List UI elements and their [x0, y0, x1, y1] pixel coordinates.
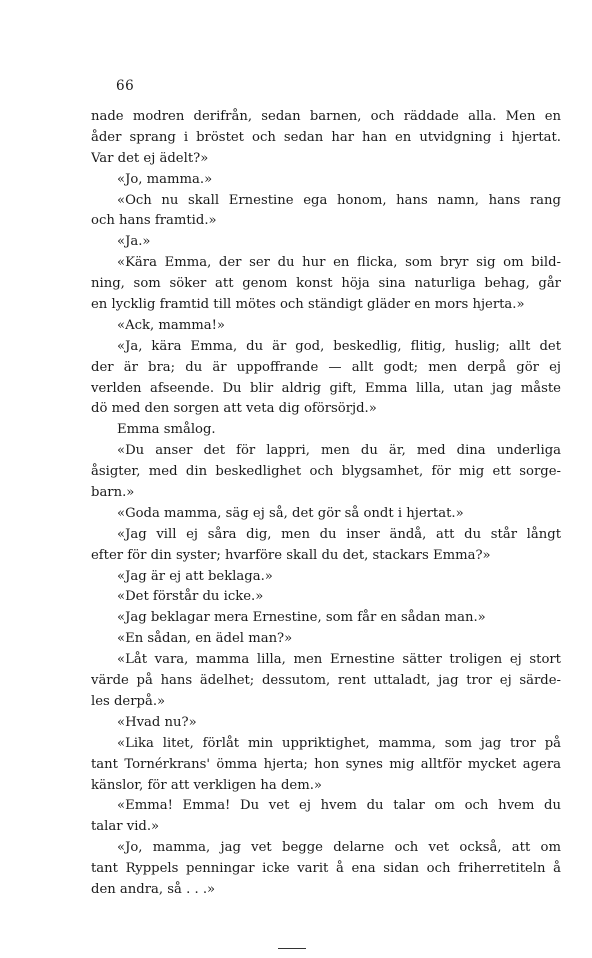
- text-line: der är bra; du är uppoffrande — allt godt; men derpå gör ej: [91, 359, 561, 375]
- text-line: «Ja.»: [117, 234, 151, 250]
- text-line: talar vid.»: [91, 819, 160, 835]
- text-line: «Du anser det för lappri, men du är, med dina underliga: [117, 443, 561, 459]
- text-line: «Ja, kära Emma, du är god, beskedlig, flitig, huslig; allt det: [117, 338, 561, 354]
- text-line: «Goda mamma, säg ej så, det gör så ondt i hjertat.»: [117, 505, 464, 521]
- text-line: les derpå.»: [91, 693, 166, 709]
- text-line: «Och nu skall Ernestine ega honom, hans namn, hans rang: [117, 192, 561, 208]
- text-line: Emma smålog.: [117, 422, 216, 438]
- text-line: barn.»: [91, 485, 135, 501]
- text-line: den andra, så . . .»: [91, 881, 216, 897]
- text-line: «Jo, mamma, jag vet begge delarne och vet också, att om: [117, 840, 561, 856]
- text-line: nade modren derifrån, sedan barnen, och räddade alla. Men en: [91, 109, 561, 124]
- text-line: «Jag vill ej såra dig, men du inser ändå, att du står långt: [117, 526, 561, 542]
- text-line: dö med den sorgen att veta dig oförsörjd.»: [91, 401, 377, 417]
- text-line: åsigter, med din beskedlighet och blygsamhet, för mig ett sorge-: [91, 464, 561, 480]
- text-line: «Hvad nu?»: [117, 714, 197, 730]
- text-line: «Jag är ej att beklaga.»: [117, 568, 273, 584]
- text-line: och hans framtid.»: [91, 213, 217, 229]
- text-line: «Kära Emma, der ser du hur en flicka, som bryr sig om bild-: [117, 255, 561, 271]
- text-line: «En sådan, en ädel man?»: [117, 631, 293, 647]
- text-line: tant Ryppels penningar icke varit å ena sidan och friherretiteln å: [91, 861, 561, 877]
- text-line: «Emma! Emma! Du vet ej hvem du talar om och hvem du: [117, 798, 561, 814]
- text-line: Var det ej ädelt?»: [91, 150, 209, 166]
- text-line: verlden afseende. Du blir aldrig gift, Emma lilla, utan jag måste: [91, 380, 561, 396]
- text-line: känslor, för att verkligen ha dem.»: [91, 777, 322, 793]
- text-line: tant Tornérkrans' ömma hjerta; hon synes mig alltför mycket agera: [91, 756, 561, 772]
- text-line: «Jag beklagar mera Ernestine, som får en sådan man.»: [117, 610, 486, 626]
- text-line: «Jo, mamma.»: [117, 171, 213, 187]
- text-line: ning, som söker att genom konst höja sina naturliga behag, går: [91, 276, 561, 292]
- text-line: åder sprang i bröstet och sedan har han en utvidgning i hjertat.: [91, 129, 561, 145]
- text-line: «Lika litet, förlåt min uppriktighet, mamma, som jag tror på: [117, 735, 561, 751]
- body-text: [91, 107, 561, 901]
- text-line: en lycklig framtid till mötes och ständigt gläder en mors hjerta.»: [91, 297, 525, 313]
- text-line: «Låt vara, mamma lilla, men Ernestine sätter troligen ej stort: [117, 652, 561, 668]
- text-line: «Ack, mamma!»: [117, 317, 225, 333]
- footer-rule: [278, 948, 306, 949]
- text-line: «Det förstår du icke.»: [117, 589, 264, 605]
- text-line: efter för din syster; hvarföre skall du det, stackars Emma?»: [91, 547, 491, 563]
- page-number: 66: [116, 78, 135, 94]
- text-line: värde på hans ädelhet; dessutom, rent uttaladt, jag tror ej särde-: [91, 673, 561, 689]
